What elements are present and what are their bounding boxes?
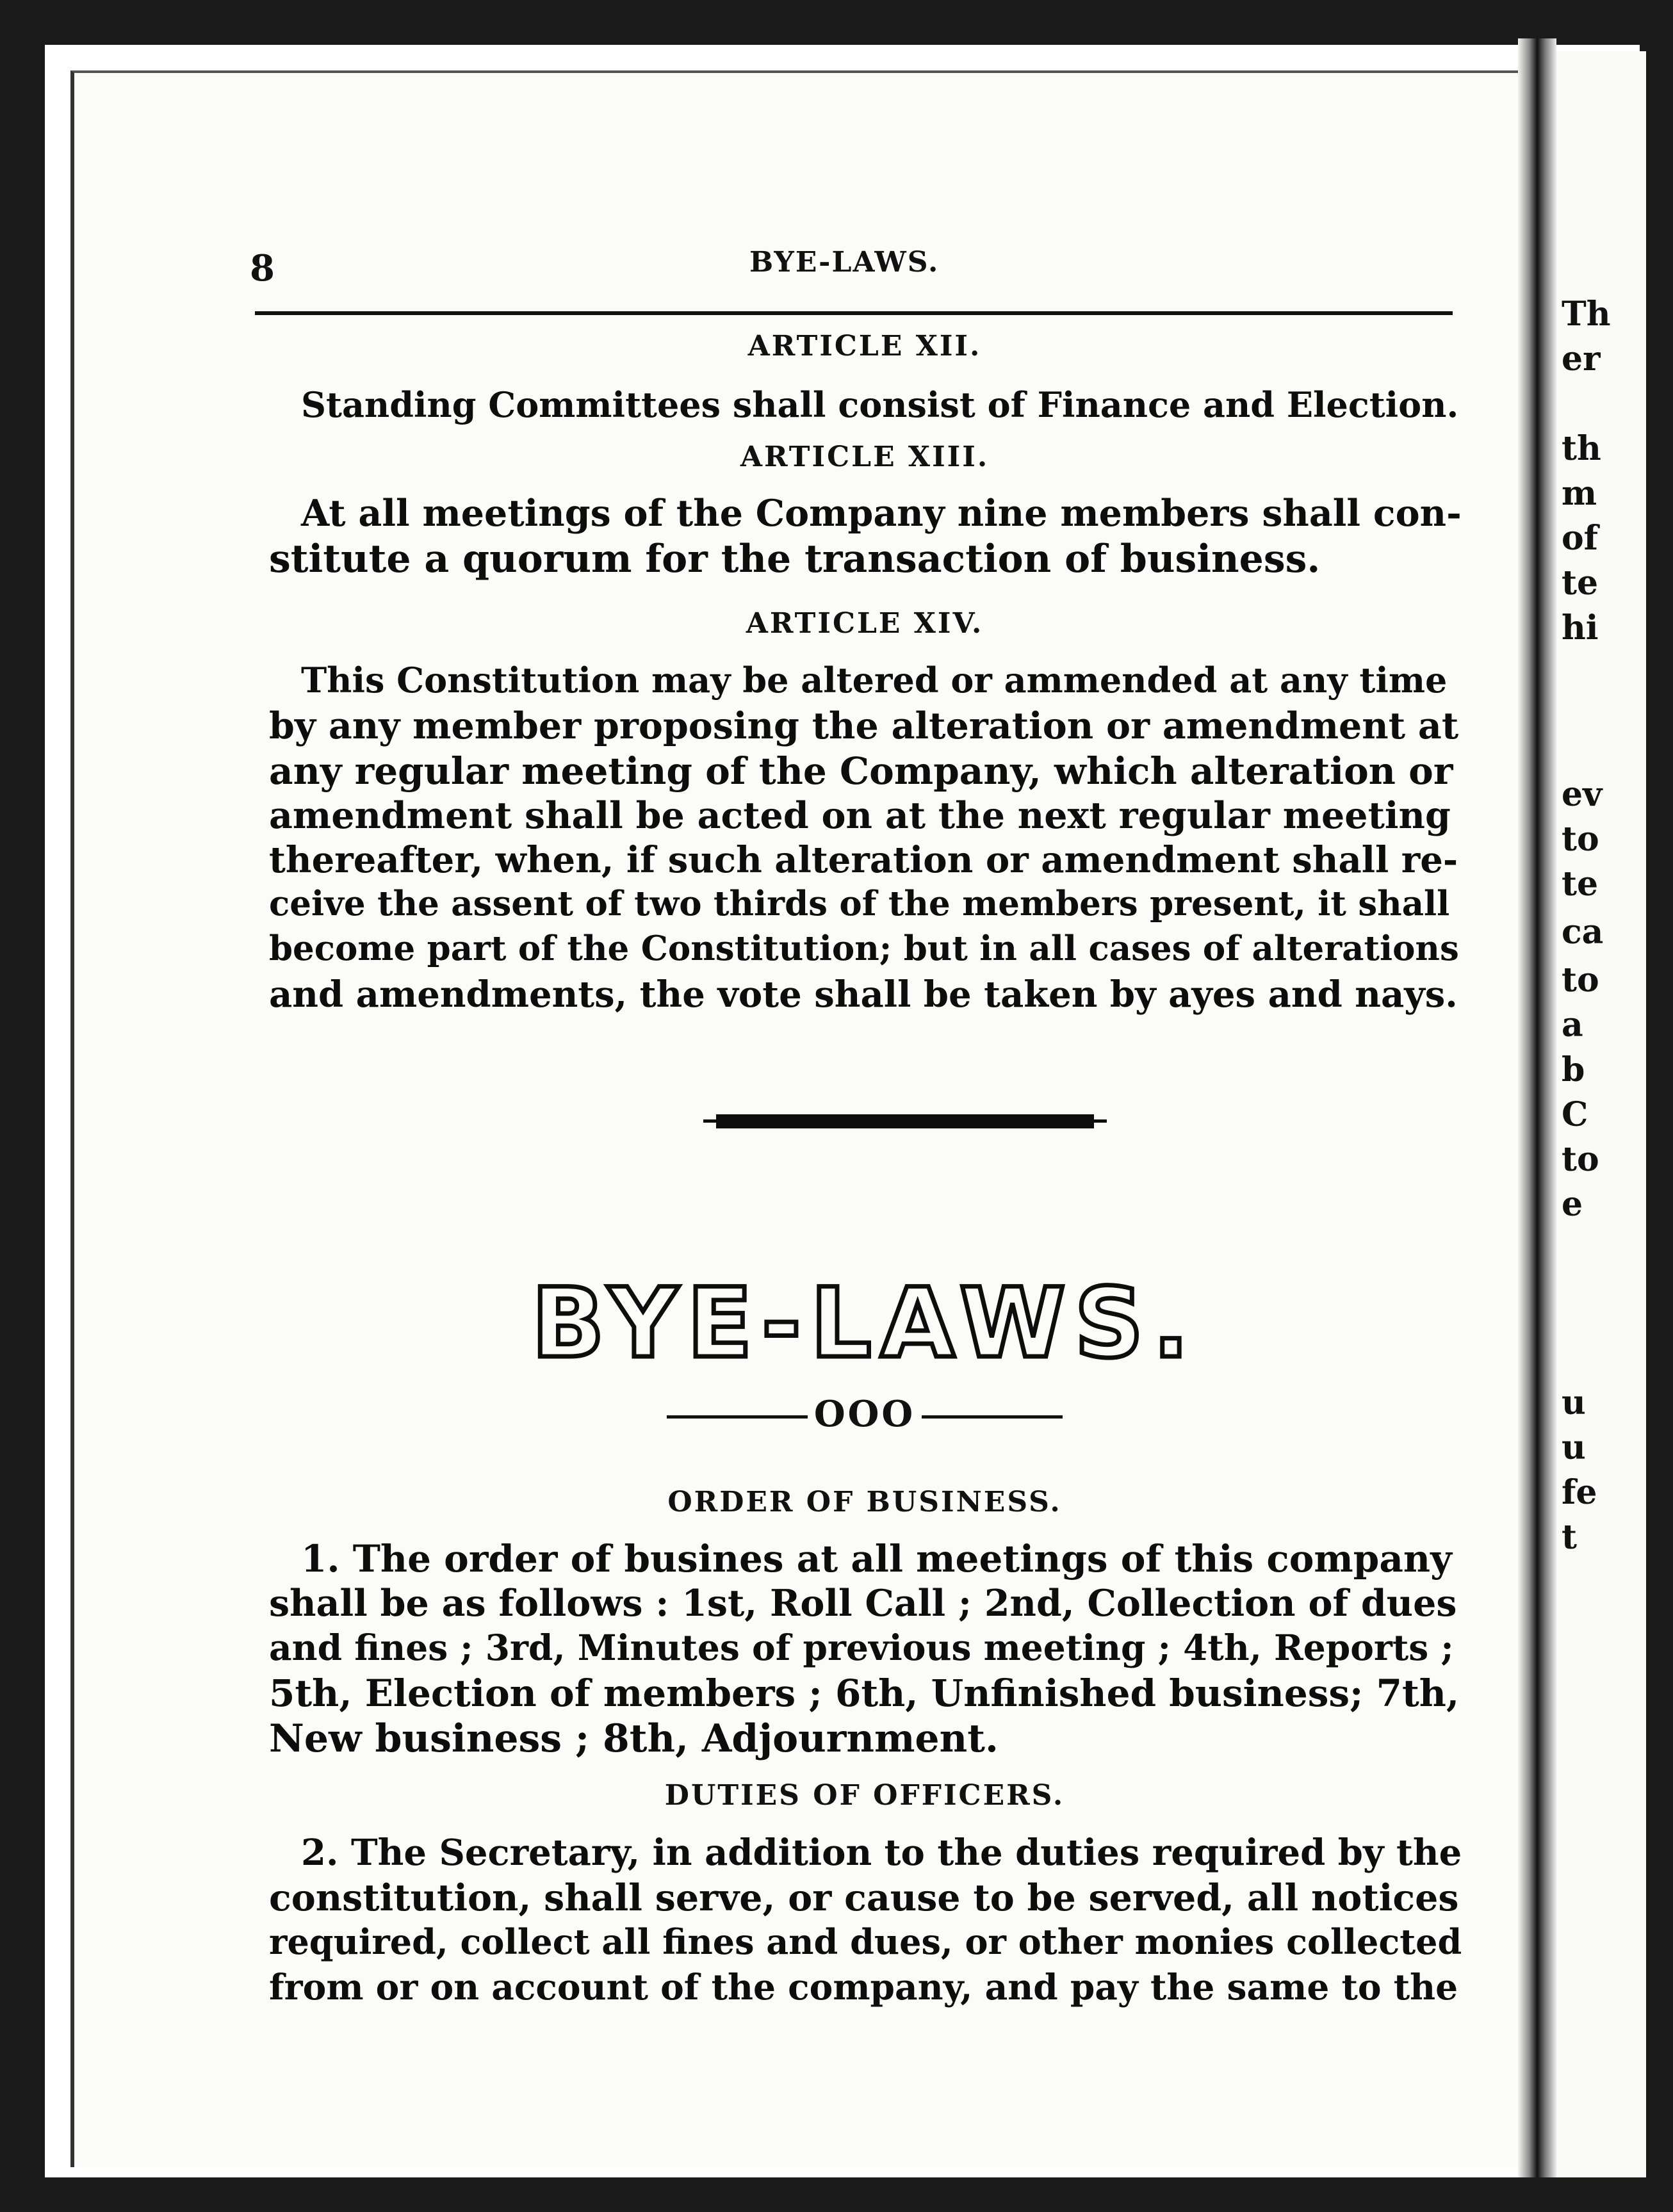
- article-text-line: ceive the assent of two thirds of the members present, it shall: [269, 884, 1450, 923]
- facing-page-fragment: hi: [1562, 608, 1599, 647]
- article-text-line: thereafter, when, if such alteration or amendment shall re-: [269, 839, 1458, 881]
- article-text-line: This Constitution may be altered or ammended at any time: [301, 660, 1448, 701]
- article-text-line: and amendments, the vote shall be taken by ayes and nays.: [269, 973, 1458, 1016]
- section-divider: [716, 1114, 1094, 1128]
- bye-law-text-line: 2. The Secretary, in addition to the duties required by the: [301, 1832, 1462, 1874]
- article-heading: ARTICLE XII.: [747, 330, 982, 362]
- facing-page-fragment: er: [1562, 339, 1601, 378]
- facing-page-fragment: fe: [1562, 1473, 1597, 1512]
- section-heading: DUTIES OF OFFICERS.: [664, 1779, 1065, 1812]
- bye-law-text-line: from or on account of the company, and pay the same to the: [269, 1966, 1458, 2008]
- bye-law-text-line: New business ; 8th, Adjournment.: [269, 1716, 999, 1761]
- facing-page-fragment: t: [1562, 1518, 1578, 1557]
- article-text-line: Standing Committees shall consist of Finance and Election.: [301, 384, 1459, 425]
- book-gutter: [1518, 38, 1556, 2177]
- page-number: 8: [250, 247, 275, 289]
- facing-page-fragment: Th: [1562, 295, 1611, 334]
- facing-page-fragment: ca: [1562, 913, 1604, 952]
- facing-page-fragment: ev: [1562, 775, 1603, 814]
- ornament-dash-right: [922, 1415, 1063, 1419]
- bye-laws-title: BYE-LAWS.: [531, 1268, 1198, 1379]
- facing-page-fragment: to: [1562, 961, 1599, 1000]
- scan-border-bottom: [0, 2177, 1673, 2212]
- article-text-line: become part of the Constitution; but in all cases of alterations: [269, 929, 1459, 968]
- facing-page-fragment: to: [1562, 1140, 1599, 1179]
- ornament-text: OOO: [813, 1393, 916, 1435]
- bye-law-text-line: 5th, Election of members ; 6th, Unfinished business; 7th,: [269, 1671, 1460, 1715]
- facing-page-fragment: th: [1562, 429, 1601, 468]
- section-heading: ORDER OF BUSINESS.: [667, 1486, 1062, 1518]
- bye-law-text-line: required, collect all fines and dues, or other monies collected: [269, 1921, 1462, 1962]
- facing-page-fragment: u: [1562, 1428, 1586, 1467]
- facing-page-fragment: b: [1562, 1050, 1585, 1089]
- facing-page-fragment: u: [1562, 1383, 1586, 1422]
- article-heading: ARTICLE XIV.: [746, 607, 984, 640]
- facing-page-edge: [1556, 51, 1646, 2177]
- facing-page-fragment: of: [1562, 519, 1599, 558]
- scan-border-top: [0, 0, 1673, 45]
- facing-page-fragment: to: [1562, 820, 1599, 859]
- facing-page-fragment: a: [1562, 1005, 1583, 1045]
- ornament-dash-left: [667, 1415, 808, 1419]
- facing-page-fragment: e: [1562, 1185, 1583, 1224]
- running-head: BYE-LAWS.: [749, 246, 940, 279]
- facing-page-fragment: m: [1562, 474, 1597, 513]
- article-text-line: At all meetings of the Company nine members shall con-: [301, 492, 1462, 535]
- article-heading: ARTICLE XIII.: [740, 441, 990, 473]
- article-text-line: stitute a quorum for the transaction of business.: [269, 537, 1321, 581]
- scan-border-left: [0, 0, 45, 2212]
- header-rule: [255, 311, 1453, 315]
- facing-page-fragment: te: [1562, 564, 1599, 603]
- article-text-line: amendment shall be acted on at the next regular meeting: [269, 794, 1451, 837]
- bye-law-text-line: shall be as follows : 1st, Roll Call ; 2nd, Collection of dues: [269, 1582, 1457, 1625]
- article-text-line: by any member proposing the alteration or amendment at: [269, 704, 1459, 747]
- bye-law-text-line: and fines ; 3rd, Minutes of previous meeting ; 4th, Reports ;: [269, 1627, 1454, 1668]
- bye-law-text-line: constitution, shall serve, or cause to be served, all notices: [269, 1876, 1459, 1919]
- facing-page-fragment: te: [1562, 865, 1599, 904]
- title-ornament: [256, 1393, 1473, 1435]
- bye-law-text-line: 1. The order of busines at all meetings of this company: [301, 1537, 1452, 1581]
- article-text-line: any regular meeting of the Company, which alteration or: [269, 749, 1453, 793]
- facing-page-fragment: C: [1562, 1095, 1588, 1134]
